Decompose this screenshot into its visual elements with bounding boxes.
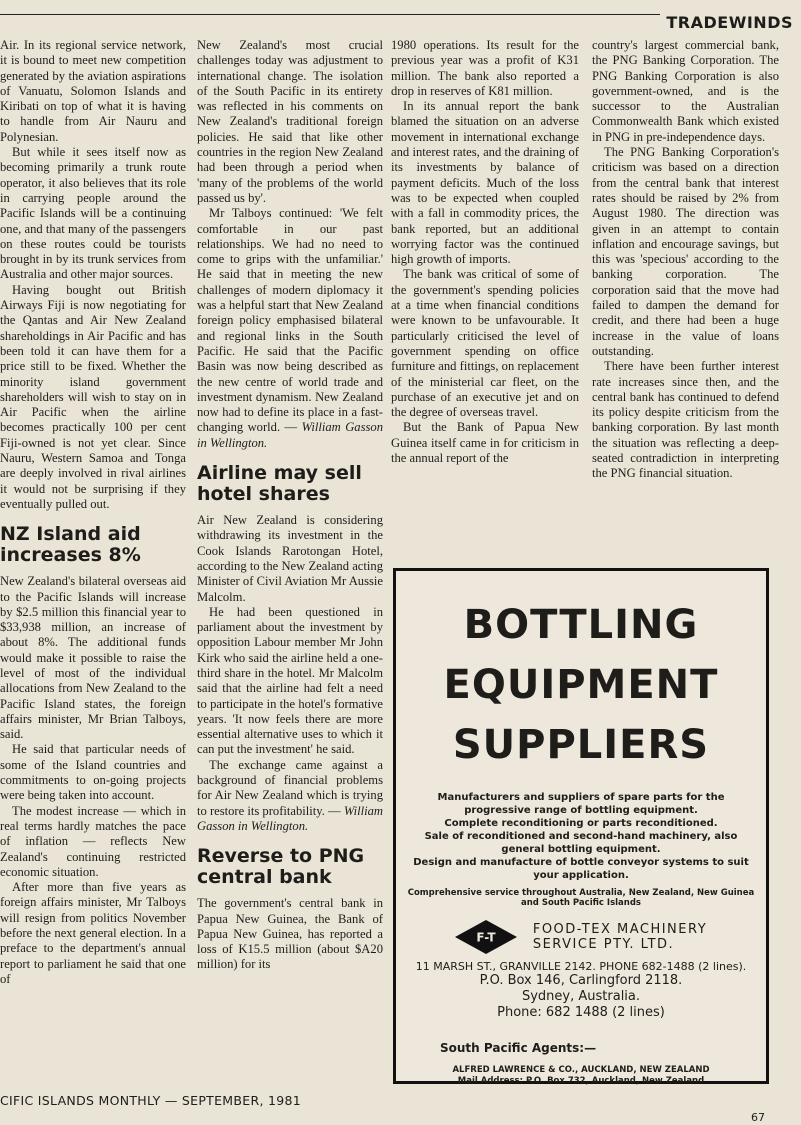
paragraph: But the Bank of Papua New Guinea itself came in for criticism in the annual report of the — [391, 420, 579, 466]
paragraph: There have been further interest rate increases since then, and the central bank has continued to defend its policy despite criticism from the banking corporation. By last month the situation was reflecting a deep-seated contradiction in interpreting the PNG financial situation. — [592, 359, 779, 481]
paragraph: Having bought out British Airways Fiji is now negotiating for the Qantas and Air New Zealand shareholdings in Air Pacific and has been told it can have them for a price still to be fixed. Whether the minority island government shareholders will wish to stay on in Air Pacific when the airline becomes practically 100 per cent Fiji-owned is not yet clear. Since Nauru, Western Samoa and Tonga are deeply involved in rival airlines it would not be surprising if they eventually pulled out. — [0, 282, 186, 511]
paragraph — [197, 206, 383, 451]
ad-agents — [396, 1065, 766, 1087]
section-heading: TRADEWINDS — [666, 13, 793, 32]
paragraph: But while it sees itself now as becoming primarily a trunk route operator, it also believes that its role in carrying people around the Pacific Islands will be a continuing one, and that many of the passengers on these routes could be tourists brought in by its trunk services from Australia and other major sources. — [0, 145, 186, 282]
paragraph: The bank was critical of some of the government's spending policies at a time when financial conditions were known to be unfavourable. It particularly criticised the level of government spending on office furniture and fittings, on replacement of the ministerial car fleet, on the purchase of an executive jet and on the degree of overseas travel. — [391, 267, 579, 420]
paragraph: country's largest commercial bank, the PNG Banking Corporation. The PNG Banking Corporation is also government-owned, and is the successor to the Australian Commonwealth Bank which existed in PNG in pre-independence days. — [592, 38, 779, 144]
company-line: SERVICE PTY. LTD. — [532, 937, 675, 952]
agent-mail: Mail Address: P.O. Box 732, Auckland, New Zealand — [457, 1076, 705, 1086]
paragraph-text: The exchange came against a background of financial problems for Air New Zealand which is trying to restore its profitability. — — [197, 757, 383, 818]
agent-name: ALFRED LAWRENCE & CO., AUCKLAND, NEW ZEALAND — [452, 1065, 710, 1075]
paragraph: New Zealand's most crucial challenges today was adjustment to international change. The isolation of the South Pacific in its entirety was reflected in his comments on New Zealand's traditional foreign policies. He said that like other countries in the region New Zealand had been through a period when 'many of the problems of the world passed us by'. — [197, 38, 383, 205]
column-2 — [197, 38, 383, 1093]
paragraph: He said that particular needs of some of the Island countries and commitments to on-going projects were being taken into account. — [0, 742, 186, 803]
paragraph: He had been questioned in parliament about the investment by opposition Labour member Mr John Kirk who said the airline held a one-third share in the hotel. Mr Malcolm said that the airline had felt a need to participate in the hotel's formative years. 'It now feels there are more essential alternative uses to which it can put the investment' he said. — [197, 604, 383, 757]
ad-desc-line: Sale of reconditioned and second-hand machinery, also general bottling equipment. — [424, 831, 738, 855]
paragraph: In its annual report the bank blamed the situation on an adverse movement in international exchange and interest rates, and the draining of its investments by balance of payment deficits. Much of the loss was to be expected when coupled with a fall in commodity prices, the bank reported, but an additional worrying factor was the continued high growth of imports. — [391, 99, 579, 267]
header-rule — [0, 14, 660, 15]
ad-company-name — [533, 922, 707, 952]
ad-desc-line: Design and manufacture of bottle conveyor systems to suit your application. — [413, 857, 749, 881]
logo-text: F-T — [476, 930, 496, 945]
headline-png-bank: Reverse to PNG central bank — [197, 845, 365, 889]
ad-company-row — [396, 920, 766, 954]
paragraph: The PNG Banking Corporation's criticism was based on a direction from the central bank that interest rates should be raised by 2% from August 1980. The direction was given in an attempt to contain inflation and encourage savings, but this was 'specious' according to the banking corporation. The corporation said that the move had failed to dampen the demand for credit, and there had been a huge increase in the value of loans outstanding. — [592, 145, 779, 358]
paragraph: The modest increase — which in real terms hardly matches the pace of inflation — reflects New Zealand's continuing restricted economic situation. — [0, 803, 186, 879]
paragraph: 1980 operations. Its result for the previous year was a profit of K31 million. The bank also reported a drop in reserves of K81 million. — [391, 38, 579, 98]
ad-city: Sydney, Australia. — [521, 989, 641, 1004]
ad-description — [406, 791, 756, 882]
column-1 — [0, 38, 186, 1093]
advertisement — [393, 568, 769, 1084]
footer-masthead: CIFIC ISLANDS MONTHLY — SEPTEMBER, 1981 — [0, 1093, 302, 1108]
ad-headline-suppliers: SUPPLIERS — [452, 722, 710, 768]
paragraph: Air New Zealand is considering withdrawing its investment in the Cook Islands Rarotongan Hotel, according to the New Zealand acting Minister of Civil Aviation Mr Aussie Malcolm. — [197, 513, 383, 604]
foodtex-logo-icon — [455, 920, 517, 954]
paragraph: Air. In its regional service network, it is bound to meet new competition generated by the aviation aspirations of Vanuatu, Solomon Islands and Kiribati on top of what it is having to handle from Air Nauru and Polynesian. — [0, 38, 186, 144]
headline-airline-hotel: Airline may sell hotel shares — [197, 462, 362, 506]
byline: William Gasson in Wellington. — [197, 420, 383, 450]
paragraph: The government's central bank in Papua New Guinea, the Bank of Papua New Guinea, has reported a loss of K15.5 million (about $A20 million) for its — [197, 896, 383, 972]
page-number: 67 — [751, 1111, 765, 1124]
paragraph: After more than five years as foreign affairs minister, Mr Talboys will resign from politics November before the next general election. In a preface to the department's annual report to parliament he said that one of — [0, 880, 186, 986]
ad-agents-title: South Pacific Agents:— — [440, 1041, 597, 1055]
ad-desc-line: Complete reconditioning or parts reconditioned. — [444, 818, 718, 829]
ad-service-area: Comprehensive service throughout Australia, New Zealand, New Guinea and South Pacific Islands — [407, 888, 755, 908]
ad-desc-line: Manufacturers and suppliers of spare parts for the progressive range of bottling equipment. — [437, 792, 725, 816]
ad-po-box: P.O. Box 146, Carlingford 2118. — [479, 973, 683, 988]
company-line: FOOD-TEX MACHINERY — [532, 922, 708, 937]
ad-phone: Phone: 682 1488 (2 lines) — [497, 1005, 665, 1020]
ad-headline-bottling: BOTTLING — [463, 602, 699, 648]
paragraph: New Zealand's bilateral overseas aid to the Pacific Islands will increase by $2.5 million this financial year to $33,938 million, an increase of about 8%. The additional funds would make it possible to raise the level of most of the individual allocations from New Zealand to the Pacific Island states, the foreign affairs minister, Mr Brian Talboys, said. — [0, 574, 186, 742]
paragraph — [197, 758, 383, 834]
paragraph-text: Mr Talboys continued: 'We felt comfortable in our past relationships. We had no need to come to grips with the unfamiliar.' He said that in meeting the new challenges of modern diplomacy it was a helpful start that New Zealand foreign policy emphasised bilateral and regional links in the South Pacific. He said that the Pacific Basin was now being described as the new centre of world trade and investment dynamism. New Zealand now had to define its place in a fast-changing world. — — [197, 206, 383, 435]
ad-headline-equipment: EQUIPMENT — [443, 662, 719, 708]
column-3 — [391, 38, 579, 548]
ad-street-address: 11 MARSH ST., GRANVILLE 2142. PHONE 682-1488 (2 lines). — [415, 960, 747, 973]
column-4 — [592, 38, 779, 548]
byline: William Gasson in Wellington. — [197, 803, 383, 833]
headline-nz-aid: NZ Island aid increases 8% — [0, 523, 141, 567]
